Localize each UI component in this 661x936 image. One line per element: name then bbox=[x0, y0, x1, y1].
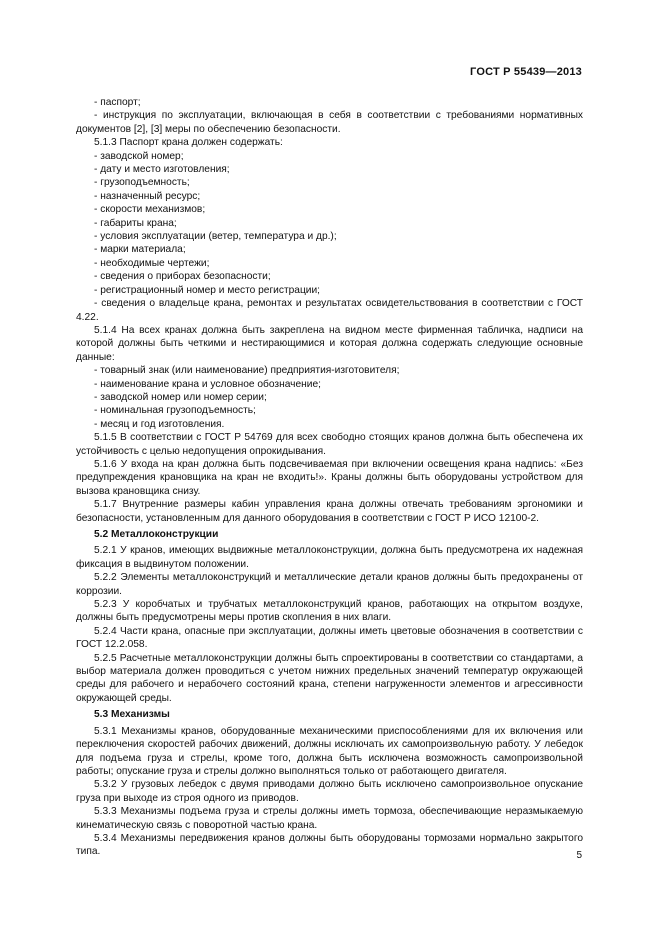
clause-5-3-3: 5.3.3 Механизмы подъема груза и стрелы должны иметь тормоза, обеспечивающие неразмыкаемую кинематическую связь с поворотной частью крана. bbox=[76, 806, 583, 831]
clause-5-3-2: 5.3.2 У грузовых лебедок с двумя приводами должно быть исключено самопроизвольное опускание груза при выходе из строя одного из приводов. bbox=[76, 779, 583, 804]
list-item: - габариты крана; bbox=[94, 217, 177, 229]
list-item: - товарный знак (или наименование) предприятия-изготовителя; bbox=[94, 365, 400, 377]
document-body bbox=[76, 96, 583, 859]
list-item: - инструкция по эксплуатации, включающая в себя в соответствии с требованиями нормативных документов [2], [3] меры по обеспечению безопасности. bbox=[76, 110, 583, 135]
clause-5-2-1: 5.2.1 У кранов, имеющих выдвижные металлоконструкции, должна быть предусмотрена их надежная фиксация в выдвинутом положении. bbox=[76, 545, 583, 570]
list-item: - дату и место изготовления; bbox=[94, 164, 230, 176]
list-item: - необходимые чертежи; bbox=[94, 257, 210, 269]
page-number: 5 bbox=[576, 850, 582, 861]
list-item: - паспорт; bbox=[94, 97, 141, 108]
list-item: - месяц и год изготовления. bbox=[94, 418, 225, 430]
list-item: - заводской номер или номер серии; bbox=[94, 391, 267, 403]
list-item: - сведения о приборах безопасности; bbox=[94, 271, 271, 283]
list-item: - скорости механизмов; bbox=[94, 204, 206, 216]
list-item: - грузоподъемность; bbox=[94, 177, 190, 189]
list-item: - марки материала; bbox=[94, 244, 186, 256]
clause-5-1-4: 5.1.4 На всех кранах должна быть закреплена на видном месте фирменная табличка, надписи на которой должны быть четкими и нестирающимися и которая должна содержать следующие основные данные: bbox=[76, 324, 583, 363]
clause-5-1-5: 5.1.5 В соответствии с ГОСТ Р 54769 для всех свободно стоящих кранов должна быть обеспечена их устойчивость с целью недопущения опрокидывания. bbox=[76, 432, 583, 457]
document-number: ГОСТ Р 55439—2013 bbox=[470, 66, 582, 78]
section-heading-5-2: 5.2 Металлоконструкции bbox=[94, 529, 219, 540]
list-item: - сведения о владельце крана, ремонтах и результатах освидетельствования в соответствии с ГОСТ 4.22. bbox=[76, 298, 583, 323]
list-item: - регистрационный номер и место регистрации; bbox=[94, 284, 321, 296]
list-item: - заводской номер; bbox=[94, 150, 184, 162]
clause-5-3-1: 5.3.1 Механизмы кранов, оборудованные механическими приспособлениями для их включения или переключения скоростей рабочих движений, должны исключать их самопроизвольную работу. У лебедок для подъема груза и стрелы, кроме того, должна быть исключена возможность самопроизвольной работы; опускание груза и стрелы должно выполняться только от работающего двигателя. bbox=[76, 725, 583, 777]
clause-5-3-4: 5.3.4 Механизмы передвижения кранов должны быть оборудованы тормозами нормально закрытого типа. bbox=[76, 832, 583, 858]
clause-5-2-5: 5.2.5 Расчетные металлоконструкции должны быть спроектированы в соответствии со стандартами, а выбор материала должен проводиться с учетом нижних предельных значений температур окружающей среды для рабочего и нерабочего состояний крана, степени нагруженности элементов и агрессивности окружающей среды. bbox=[76, 652, 583, 704]
section-heading-5-3: 5.3 Механизмы bbox=[94, 709, 170, 721]
clause-5-2-4: 5.2.4 Части крана, опасные при эксплуатации, должны иметь цветовые обозначения в соответствии с ГОСТ 12.2.058. bbox=[76, 625, 583, 651]
clause-5-1-3: 5.1.3 Паспорт крана должен содержать: bbox=[94, 137, 283, 149]
list-item: - условия эксплуатации (ветер, температура и др.); bbox=[94, 231, 337, 243]
clause-5-2-3: 5.2.3 У коробчатых и трубчатых металлоконструкций кранов, работающих на открытом воздухе, должны быть предусмотрены меры против скопления в них влаги. bbox=[76, 599, 583, 624]
clause-5-1-6: 5.1.6 У входа на кран должна быть подсвечиваемая при включении освещения крана надпись: «Без предупреждения крановщика на кран не входить!». Краны должны быть оборудованы устройством для вызова крановщика снизу. bbox=[76, 458, 583, 497]
clause-5-2-2: 5.2.2 Элементы металлоконструкций и металлические детали кранов должны быть предохранены от коррозии. bbox=[76, 572, 583, 597]
list-item: - наименование крана и условное обозначение; bbox=[94, 378, 321, 390]
clause-5-1-7: 5.1.7 Внутренние размеры кабин управления крана должны отвечать требованиям эргономики и безопасности, установленным для данного оборудования в соответствии с ГОСТ Р ИСО 12100-2. bbox=[76, 499, 583, 524]
list-item: - номинальная грузоподъемность; bbox=[94, 405, 256, 417]
list-item: - назначенный ресурс; bbox=[94, 190, 201, 202]
